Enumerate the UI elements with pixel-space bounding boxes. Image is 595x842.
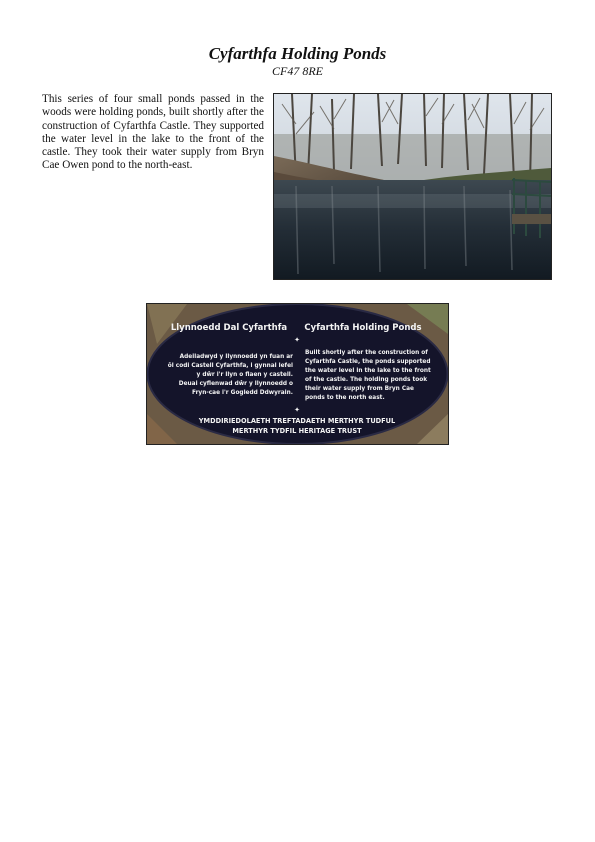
plaque-english-line: Cyfarthfa Castle, the ponds supported: [305, 359, 431, 365]
plaque-english-line: of the castle. The holding ponds took: [305, 377, 428, 383]
plaque-english-heading: Cyfarthfa Holding Ponds: [304, 323, 422, 333]
plaque-english-line: the water level in the lake to the front: [305, 368, 431, 374]
plaque-star-bottom: ✦: [294, 406, 300, 414]
plaque-english-line: their water supply from Bryn Cae: [305, 386, 414, 392]
plaque-welsh-line: Deuai cyflenwad dŵr y llynnoedd o: [178, 381, 293, 387]
plaque-photo: [146, 303, 449, 445]
plaque-footer-welsh: YMDDIRIEDOLAETH TREFTADAETH MERTHYR TUDFUL: [198, 417, 396, 425]
plaque-welsh-heading: Llynnoedd Dal Cyfarthfa: [170, 323, 288, 333]
plaque-welsh-line: Adeiladwyd y llynnoedd yn fuan ar: [179, 354, 293, 360]
plaque-english-line: Built shortly after the construction of: [305, 350, 428, 356]
plaque-welsh-line: y dŵr i'r llyn o flaen y castell.: [196, 372, 293, 378]
plaque-welsh-line: ôl codi Castell Cyfarthfa, i gynnal lefel: [167, 363, 293, 369]
plaque-english-line: ponds to the north east.: [305, 395, 385, 401]
description-paragraph: This series of four small ponds passed in the woods were holding ponds, built shortly after the construction of Cyfarthfa Castle. They supported the water level in the lake to the front of the castle. They took their water supply from Bryn Cae Owen pond to the north-east.: [42, 93, 264, 172]
plaque-star-top: ✦: [294, 336, 300, 344]
plaque-footer-english: MERTHYR TYDFIL HERITAGE TRUST: [232, 427, 362, 435]
ponds-photo: [273, 93, 552, 280]
postcode: CF47 8RE: [272, 64, 323, 78]
plaque-welsh-line: Fryn-cae i'r Gogledd Ddwyrain.: [191, 390, 293, 396]
page-title: Cyfarthfa Holding Ponds: [208, 44, 387, 63]
